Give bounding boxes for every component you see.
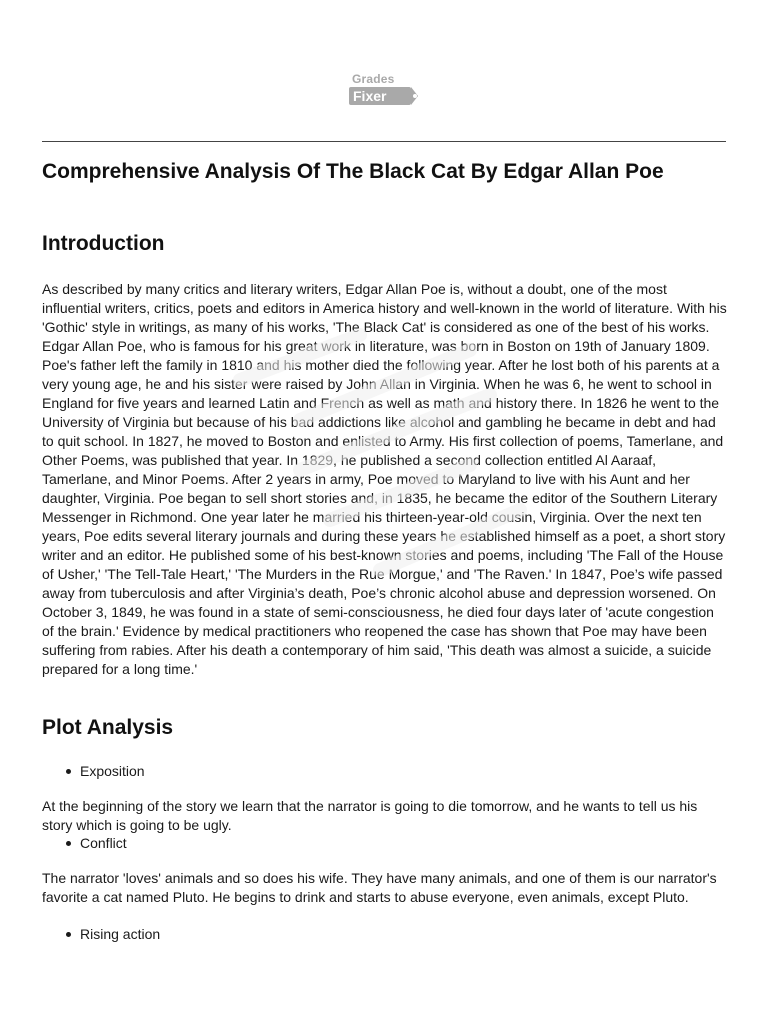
conflict-paragraph: The narrator 'loves' animals and so does his wife. They have many animals, and one of them is our narrator's favorite a cat named Pluto. He begins to drink and starts to abuse everyone, even animals, except Pluto. [42,870,717,905]
bullet-dot [66,769,71,774]
exposition-paragraph: At the beginning of the story we learn that the narrator is going to die tomorrow, and he wants to tell us his story which is going to be ugly. [42,798,698,833]
list-item-exposition [66,762,145,781]
logo-tag-shape [349,87,411,105]
header-divider [42,141,726,142]
logo-bottom-text: Fixer [353,88,387,104]
logo-tag-hole [413,94,417,98]
introduction-heading: Introduction [42,232,165,255]
list-item-label: Rising action [80,926,161,942]
document-title: Comprehensive Analysis Of The Black Cat By Edgar Allan Poe [42,160,664,183]
gradesfixer-logo [349,72,421,108]
bullet-dot [66,932,71,937]
bullet-dot [66,841,71,846]
list-item-rising-action [66,925,160,944]
plot-analysis-heading: Plot Analysis [42,716,174,739]
list-item-label: Exposition [80,763,145,779]
list-item-label: Conflict [80,835,127,851]
introduction-paragraph: As described by many critics and literary writers, Edgar Allan Poe is, without a doubt, one of the most influential writers, critics, poets and editors in America history and well-known in the world of literature. With his 'Gothic' style in writings, as many of his works, 'The Black Cat' is considered as one of the best of his works. Edgar Allan Poe, who is famous for his great work in literature, was born in Boston on 19th of January 1809. Poe's father left the family in 1810 and his mother died the following year. After he lost both of his parents at a very young age, he and his sister were raised by John Allan in Virginia. When he was 6, he went to school in England for five years and learned Latin and French as well as math and history there. In 1826 he went to the University of Virginia but because of his bad addictions like alcohol and gambling he became in debt and had to quit school. In 1827, he moved to Boston and enlisted to Army. His first collection of poems, Tamerlane, and Other Poems, was published that year. In 1829, he published a second collection entitled Al Aaraaf, Tamerlane, and Minor Poems. After 2 years in army, Poe moved to Maryland to live with his Aunt and her daughter, Virginia. Poe began to sell short stories and, in 1835, he became the editor of the Southern Literary Messenger in Richmond. One year later he married his thirteen-year-old cousin, Virginia. Over the next ten years, Poe edits several literary journals and during these years he established himself as a poet, a short story writer and an editor. He published some of his best-known stories and poems, including 'The Fall of the House of Usher,' 'The Tell-Tale Heart,' 'The Murders in the Rue Morgue,' and 'The Raven.' In 1847, Poe’s wife passed away from tuberculosis and after Virginia’s death, Poe’s chronic alcohol abuse and depression worsened. On October 3, 1849, he was found in a state of semi-consciousness, he died four days later of 'acute congestion of the brain.' Evidence by medical practitioners who reopened the case has shown that Poe may have been suffering from rabies. After his death a contemporary of him said, 'This death was almost a suicide, a suicide prepared for a long time.' [42,281,727,677]
list-item-conflict [66,834,127,853]
logo-top-text: Grades [352,72,395,86]
